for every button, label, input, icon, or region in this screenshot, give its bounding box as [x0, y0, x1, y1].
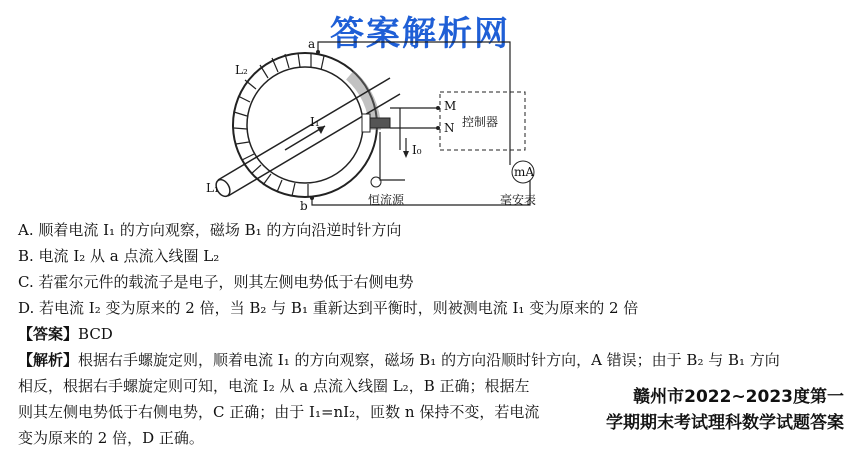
label-I1: I₁ — [310, 115, 320, 129]
analysis-text-1: 根据右手螺旋定则，顺着电流 I₁ 的方向观察，磁场 B₁ 的方向沿顺时针方向，A 错误；由于 B₂ 与 B₁ 方向 — [78, 351, 780, 369]
controller-label: 控制器 — [462, 115, 499, 129]
option-a: A. 顺着电流 I₁ 的方向观察，磁场 B₁ 的方向沿逆时针方向 — [18, 221, 402, 239]
analysis-tag: 【解析】 — [18, 351, 79, 369]
meter-label: 毫安表 — [500, 193, 537, 207]
analysis-line-3: 则其左侧电势低于右侧电势，C 正确；由于 I₁=nI₂，匝数 n 保持不变，若电流 — [18, 403, 540, 421]
overlay-stamp-line-1: 赣州市2022~2023度第一 — [631, 382, 846, 407]
hall-sensor-diagram — [200, 30, 560, 220]
watermark-title: 答案解析网 — [330, 14, 510, 54]
label-L1: L₁ — [206, 181, 219, 195]
meter-symbol: mA — [514, 165, 535, 179]
option-d: D. 若电流 I₂ 变为原来的 2 倍，当 B₂ 与 B₁ 重新达到平衡时，则被测电流 I₁ 变为原来的 2 倍 — [18, 299, 639, 317]
label-I0: I₀ — [412, 143, 422, 157]
overlay-stamp-line-2: 学期期末考试理科数学试题答案 — [604, 408, 846, 433]
answer-value: BCD — [78, 325, 113, 343]
analysis-line-2: 相反，根据右手螺旋定则可知，电流 I₂ 从 a 点流入线圈 L₂，B 正确；根据左 — [18, 377, 530, 395]
answer-tag: 【答案】 — [18, 325, 79, 343]
label-L2: L₂ — [235, 63, 248, 77]
label-b: b — [300, 199, 308, 213]
analysis-line-4: 变为原来的 2 倍，D 正确。 — [18, 429, 204, 447]
current-source-label: 恒流源 — [368, 193, 405, 207]
analysis-line-1 — [18, 350, 780, 370]
label-M: M — [444, 99, 457, 113]
label-a: a — [308, 37, 316, 51]
answer-line — [18, 324, 113, 344]
option-c: C. 若霍尔元件的载流子是电子，则其左侧电势低于右侧电势 — [18, 273, 414, 291]
option-b: B. 电流 I₂ 从 a 点流入线圈 L₂ — [18, 247, 220, 265]
label-N: N — [444, 121, 455, 135]
